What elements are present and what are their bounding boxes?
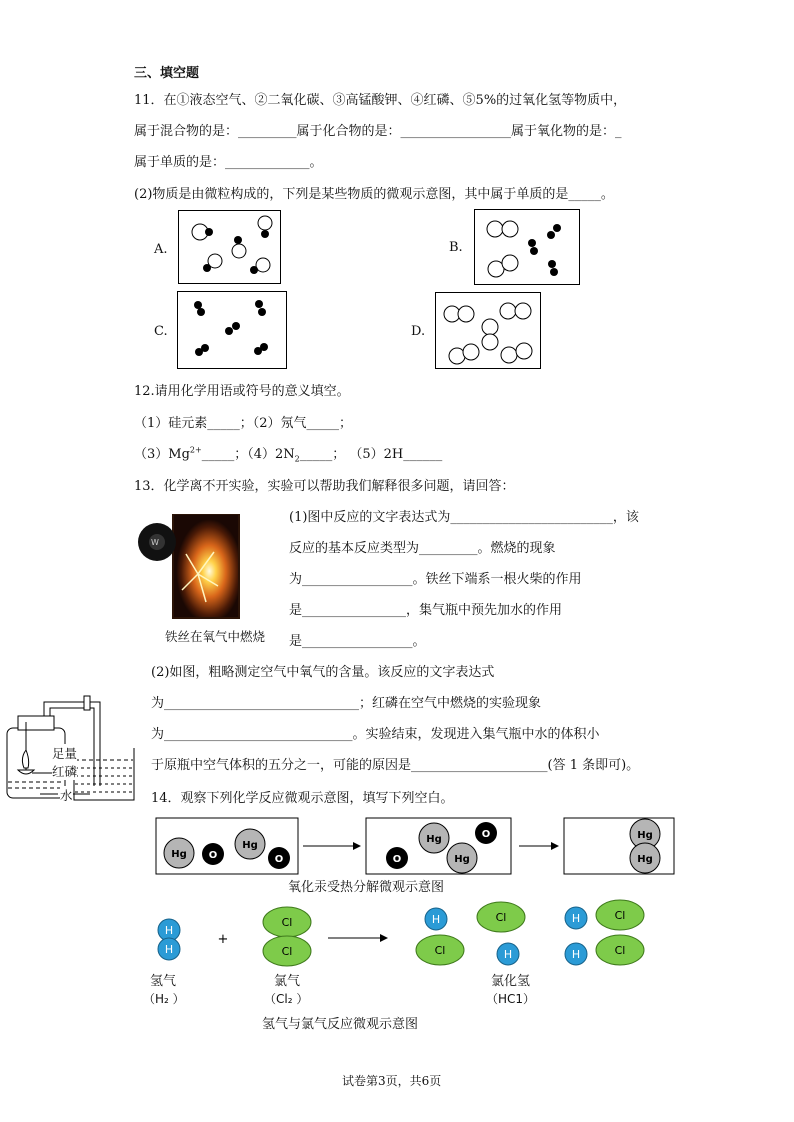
formula-h2: （H₂ ） [143, 992, 185, 1006]
option-c-diagram [177, 291, 287, 369]
q11-line1: 11．在①液态空气、②二氧化碳、③高锰酸钾、④红磷、⑤5%的过氧化氢等物质中， [134, 93, 627, 108]
hgo-decomposition-diagram [155, 816, 680, 878]
option-a-label: A. [154, 242, 168, 257]
q13-p1-line4: 是________________，集气瓶中预先加水的作用 [289, 603, 563, 618]
formula-cl2: （Cl₂ ） [264, 992, 309, 1006]
cl-atom-label: Cl [281, 916, 293, 929]
label-sufficient: 足量 [52, 746, 78, 761]
option-d-diagram [435, 292, 541, 369]
hg-atom-label: Hg [171, 849, 187, 860]
q13-p1-line5: 是_________________。 [289, 634, 426, 649]
cl-atom-label: Cl [281, 945, 293, 958]
name-h2: 氢气 [150, 974, 177, 989]
o-atom-label: O [274, 854, 284, 865]
svg-text:W: W [151, 538, 159, 547]
option-c-label: C. [154, 324, 168, 339]
h-atom-label: H [571, 912, 581, 925]
cl-atom-label: Cl [614, 944, 626, 957]
q12-line1: 12.请用化学用语或符号的意义填空。 [134, 384, 350, 399]
option-b-label: B. [449, 240, 463, 255]
hg-atom-label: Hg [637, 854, 653, 865]
hg-atom-label: Hg [242, 840, 258, 851]
plus-sign: + [217, 932, 229, 947]
q14-line1: 14．观察下列化学反应微观示意图，填写下列空白。 [151, 791, 454, 806]
option-a-diagram [178, 210, 281, 284]
page-footer: 试卷第3页，共6页 [342, 1074, 442, 1088]
o-atom-label: O [481, 829, 491, 840]
cl-atom-label: Cl [434, 944, 446, 957]
hg-atom-label: Hg [637, 830, 653, 841]
q13-p2-line2: 为______________________________；红磷在空气中燃烧的实验现象 [151, 696, 542, 711]
cl-atom-label: Cl [614, 909, 626, 922]
q12-line3: $(3)Mg^{2+}\_\_\_\_\_$；$(4)2N_2\_\_\_\_\_$； （5）2H______ [134, 445, 443, 464]
cl-atom-label: Cl [495, 911, 507, 924]
name-hcl: 氯化氢 [491, 974, 531, 989]
hg-atom-label: Hg [426, 834, 442, 845]
o-atom-label: O [208, 850, 218, 861]
q11-line4: (2)物质是由微粒构成的，下列是某些物质的微观示意图，其中属于单质的是_____。 [134, 187, 614, 202]
hcl-caption: 氢气与氯气反应微观示意图 [262, 1017, 419, 1032]
h2-cl2-reaction-diagram [140, 898, 660, 972]
h-atom-label: H [571, 948, 581, 961]
iron-burning-photo [136, 514, 249, 620]
q13-p1-line3: 为_________________。铁丝下端系一根火柴的作用 [289, 572, 582, 587]
label-water: 水 [60, 788, 73, 803]
option-d-label: D. [411, 324, 426, 339]
q11-line3: 属于单质的是：_____________。 [134, 155, 323, 170]
q13-p2-line3: 为_____________________________。实验结束，发现进入集气瓶中水的体积小 [151, 727, 600, 742]
o-atom-label: O [392, 854, 402, 865]
hg-atom-label: Hg [454, 854, 470, 865]
photo-caption: 铁丝在氧气中燃烧 [165, 629, 266, 644]
section-title: 三、填空题 [134, 66, 200, 81]
oxygen-measure-apparatus [0, 678, 140, 803]
h-atom-label: H [164, 924, 174, 937]
q13-line1: 13．化学离不开实验，实验可以帮助我们解释很多问题，请回答： [134, 479, 515, 494]
hgo-caption: 氧化汞受热分解微观示意图 [288, 880, 445, 895]
q13-p2-line1: (2)如图，粗略测定空气中氧气的含量。该反应的文字表达式 [151, 665, 495, 680]
formula-hcl: （HC1） [486, 992, 536, 1006]
q11-line2: 属于混合物的是：_________属于化合物的是：_________________属于氧化物的是：_ [134, 124, 622, 139]
h-atom-label: H [503, 948, 513, 961]
label-red-phosphorus: 红磷 [52, 764, 78, 779]
h-atom-label: H [431, 913, 441, 926]
q13-p1-line2: 反应的基本反应类型为_________。燃烧的现象 [289, 541, 556, 556]
name-cl2: 氯气 [274, 974, 301, 989]
h-atom-label: H [164, 943, 174, 956]
q12-line2: （1）硅元素_____；（2）氖气_____； [134, 416, 353, 431]
option-b-diagram [474, 209, 580, 285]
q13-p2-line4: 于原瓶中空气体积的五分之一，可能的原因是_____________________(答 1 条即可)。 [151, 758, 640, 773]
q13-p1-line1: (1)图中反应的文字表达式为_________________________，该 [289, 510, 639, 525]
